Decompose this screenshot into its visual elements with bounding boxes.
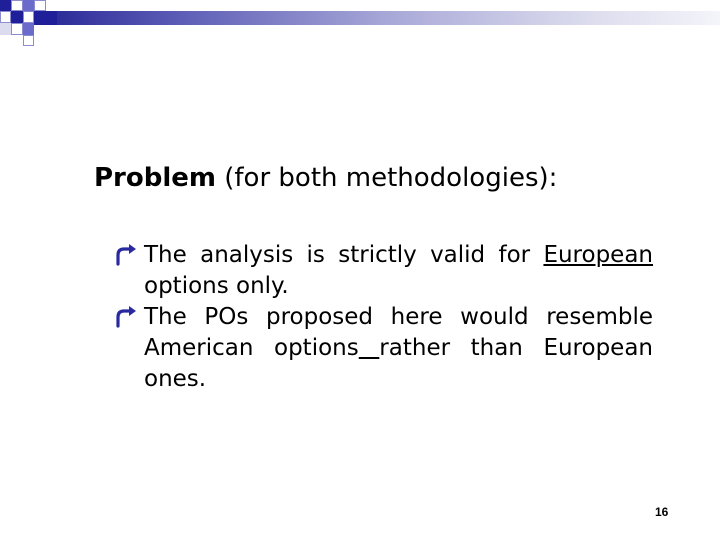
decor-square <box>0 11 11 23</box>
decor-square <box>11 0 23 11</box>
slide-heading <box>94 160 557 196</box>
heading-rest-text: (for both methodologies): <box>216 163 558 193</box>
bullet-text: rather than European ones. <box>144 335 653 392</box>
heading-bold-text: Problem <box>94 163 216 193</box>
decor-square <box>23 35 34 46</box>
bullet-text: The analysis is strictly valid for <box>144 242 544 268</box>
decor-square <box>11 11 23 23</box>
page-number: 16 <box>655 505 669 519</box>
decor-square <box>23 0 34 11</box>
bullet-underlined-text <box>359 335 380 361</box>
decor-square <box>23 23 34 35</box>
bullet-text: options only. <box>144 273 289 299</box>
decor-square <box>34 0 46 11</box>
bullet-text: The POs proposed here would resemble American options <box>144 304 653 361</box>
bullet-item <box>113 302 653 395</box>
decor-square <box>23 11 34 23</box>
curved-arrow-right-icon <box>113 240 139 271</box>
decor-square <box>11 23 23 35</box>
bullet-list <box>113 240 653 395</box>
bullet-item <box>113 240 653 302</box>
header-decoration <box>0 0 720 50</box>
decor-square <box>34 11 57 25</box>
decor-square <box>0 0 11 11</box>
decor-square <box>0 23 11 35</box>
bullet-underlined-text: European <box>543 242 653 268</box>
curved-arrow-right-icon <box>113 302 139 333</box>
header-gradient-bar <box>57 11 720 25</box>
